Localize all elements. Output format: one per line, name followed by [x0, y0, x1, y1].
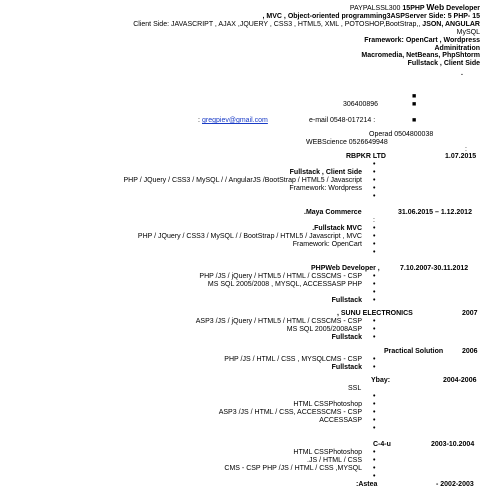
company-dates: 2003-10.2004: [431, 441, 475, 448]
bullet: •: [373, 273, 376, 280]
header-line-2: , MVC , Object-oriented programming3ASPServer Side: 5 PHP- 15: [262, 13, 480, 20]
bullet: •: [373, 289, 376, 296]
bullet: •: [373, 177, 376, 184]
bullet: •: [373, 281, 376, 288]
skills-line: SSL: [348, 385, 362, 392]
skills-line: HTML CSSPhotoshop: [293, 401, 362, 408]
bullet: •: [373, 409, 376, 416]
header-web: Web: [426, 2, 445, 12]
role-line: Fullstack: [331, 364, 362, 371]
bullet: •: [373, 161, 376, 168]
header-line-3: [133, 21, 480, 28]
bullet: ■: [412, 117, 417, 124]
bullet: •: [373, 473, 376, 480]
company-dates: 1.07.2015: [445, 153, 477, 160]
bullet: ■: [412, 93, 417, 100]
header-client-side: Client Side: JAVASCRIPT , AJAX ,JQUERY , CSS3 , HTML5, XML , POTOSHOP,BootStrap,,: [133, 21, 423, 28]
bullet: •: [373, 334, 376, 341]
colon-mark: :: [465, 146, 467, 153]
bullet: •: [373, 465, 376, 472]
skills-line: MS SQL 2005/2008ASP: [286, 326, 362, 333]
header-line-4: MySQL: [456, 29, 480, 36]
skills-line: PHP / JQuery / CSS3 / MySQL / / AngularJS /BootStrap / HTML5 / Javascript: [123, 177, 362, 184]
skills-line: PHP /JS / jQuery / HTML5 / HTML / CSSCMS - CSP: [199, 273, 362, 280]
skills-line: PHP /JS / HTML / CSS , MYSQLCMS - CSP: [224, 356, 362, 363]
header-json: JSON, ANGULAR: [422, 21, 480, 28]
bullet: ■: [412, 101, 417, 108]
contact-webscience: WEBScience 0526649948: [306, 139, 388, 146]
bullet: •: [373, 193, 376, 200]
company-dates: 31.06.2015 – 1.12.2012: [398, 209, 472, 216]
company-name: , SUNU ELECTRONICS: [337, 310, 413, 317]
company-name: C-4-u: [373, 441, 391, 448]
skills-line: PHP / JQuery / CSS3 / MySQL / / BootStrap / HTML5 / Javascript , MVC: [137, 233, 362, 240]
header-line-5: Framework: OpenCart , Wordpress: [364, 37, 480, 44]
bullet: •: [373, 457, 376, 464]
contact-operad: Operad 0504800038: [369, 131, 434, 138]
colon-mark: :: [373, 217, 375, 224]
company-name: PHPWeb Developer ,: [311, 265, 380, 272]
role-line: .Fullstack MVC: [312, 225, 362, 232]
bullet: •: [373, 318, 376, 325]
header-line-7: Macromedia, NetBeans, PhpShtorm: [361, 52, 480, 59]
skills-line: MS SQL 2005/2008 , MYSQL, ACCESSASP PHP: [207, 281, 362, 288]
skills-line: ACCESSASP: [319, 417, 362, 424]
bullet: •: [373, 401, 376, 408]
bullet: •: [373, 249, 376, 256]
bullet: •: [373, 326, 376, 333]
header-line-8: Fullstack , Client Side: [407, 60, 480, 67]
header-paypal: PAYPALSSL300: [349, 5, 403, 12]
company-name: RBPKR LTD: [346, 153, 386, 160]
bullet: •: [373, 425, 376, 432]
skills-line: HTML CSSPhotoshop: [293, 449, 362, 456]
company-name: .Maya Commerce: [304, 209, 362, 216]
role-line: Fullstack , Client Side: [289, 169, 362, 176]
bullet: •: [373, 356, 376, 363]
framework-line: Framework: Wordpress: [289, 185, 362, 192]
header-line-6: Adminitration: [434, 45, 480, 52]
header-line-1: [350, 3, 480, 12]
header-developer: Developer: [444, 5, 480, 12]
company-name: Ybay:: [371, 377, 391, 384]
contact-phone: 306400896: [343, 101, 379, 108]
company-name: :Astea: [356, 481, 378, 488]
bullet: •: [373, 417, 376, 424]
header-line-9: .: [461, 70, 463, 77]
bullet: •: [373, 449, 376, 456]
bullet: •: [373, 364, 376, 371]
skills-line: ASP3 /JS / HTML / CSS, ACCESSCMS - CSP: [218, 409, 362, 416]
bullet: •: [373, 169, 376, 176]
skills-line: .JS / HTML / CSS: [307, 457, 362, 464]
role-line: Fullstack: [331, 297, 362, 304]
company-name: Practical Solution: [384, 348, 444, 355]
company-dates: 7.10.2007-30.11.2012: [400, 265, 469, 272]
contact-email-colon: :: [198, 117, 200, 124]
bullet: •: [373, 185, 376, 192]
contact-email-2: e-mail 0548-017214 :: [309, 117, 376, 124]
skills-line: CMS - CSP PHP /JS / HTML / CSS ,MYSQL: [224, 465, 362, 472]
skills-line: ASP3 /JS / jQuery / HTML5 / HTML / CSSCMS - CSP: [195, 318, 362, 325]
contact-email-link[interactable]: gregpiev@gmail.com: [202, 117, 268, 124]
bullet: •: [373, 241, 376, 248]
bullet: •: [373, 393, 376, 400]
framework-line: Framework: OpenCart: [292, 241, 362, 248]
company-dates: - 2002-2003: [436, 481, 474, 488]
bullet: •: [373, 225, 376, 232]
company-dates: 2004-2006: [443, 377, 477, 384]
company-dates: 2006: [462, 348, 478, 355]
company-dates: 2007: [462, 310, 478, 317]
bullet: •: [373, 297, 376, 304]
header-15php: 15PHP: [402, 5, 427, 12]
role-line: Fullstack: [331, 334, 362, 341]
bullet: •: [373, 233, 376, 240]
